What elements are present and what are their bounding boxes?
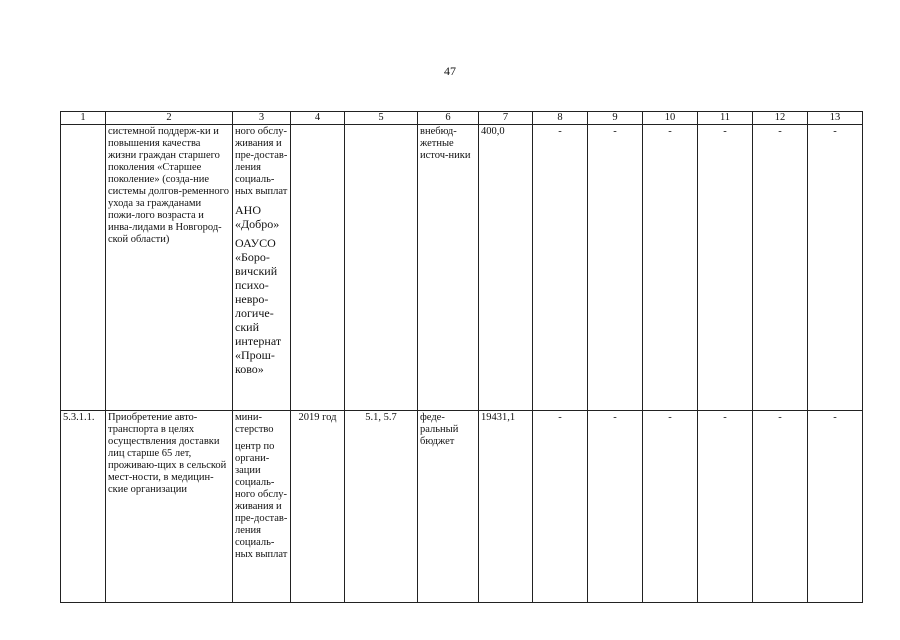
year-value: - (753, 125, 808, 411)
column-header: 4 (291, 112, 345, 125)
item-number (61, 125, 106, 411)
executor: ОАУСО «Боро-вичский психо-невро-логиче-ский интернат «Прош-ково» (235, 236, 282, 376)
deadline-cell: 2019 год (291, 411, 345, 603)
column-header: 12 (753, 112, 808, 125)
header-row (61, 112, 863, 125)
column-header: 2 (106, 112, 233, 125)
year-value: - (808, 125, 863, 411)
year-value: - (643, 125, 698, 411)
column-header: 1 (61, 112, 106, 125)
column-header: 5 (345, 112, 418, 125)
year-value: - (533, 125, 588, 411)
executor: АНО «Добро» (235, 203, 280, 231)
amount-value: 19431,1 (479, 411, 533, 603)
column-header: 9 (588, 112, 643, 125)
executor: центр по органи-зации социаль-ного обслу-живания и пре-достав-ления социаль-ных выплат (235, 441, 288, 561)
column-header: 10 (643, 112, 698, 125)
executor: ного обслу-живания и пре-достав-ления социаль-ных выплат (235, 126, 288, 197)
deadline-cell (291, 125, 345, 411)
amount-value: 400,0 (479, 125, 533, 411)
year-value: - (588, 125, 643, 411)
activity-description: системной поддерж-ки и повышения качества жизни граждан старшего поколения «Старшее поколение» (созда-ние системы долгов-ременного ухода за гражданами пожи-лого возраста и инва-лидами в Новгород-ской области) (106, 125, 233, 411)
year-value: - (808, 411, 863, 603)
item-number: 5.3.1.1. (61, 411, 106, 603)
column-header: 7 (479, 112, 533, 125)
target-indicator-cell: 5.1, 5.7 (345, 411, 418, 603)
page-number: 47 (444, 64, 456, 78)
executors-cell (233, 125, 291, 411)
year-value: - (753, 411, 808, 603)
activity-description: Приобретение авто-транспорта в целях осуществления доставки лиц старше 65 лет, проживаю-щих в сельской мест-ности, в медицин-ские организации (106, 411, 233, 603)
year-value: - (588, 411, 643, 603)
target-indicator-cell (345, 125, 418, 411)
table-row (61, 125, 863, 411)
column-header: 13 (808, 112, 863, 125)
table-row (61, 411, 863, 603)
executors-cell (233, 411, 291, 603)
column-header: 8 (533, 112, 588, 125)
column-header: 11 (698, 112, 753, 125)
program-table (60, 111, 863, 603)
year-value: - (698, 411, 753, 603)
column-header: 6 (418, 112, 479, 125)
column-header: 3 (233, 112, 291, 125)
year-value: - (698, 125, 753, 411)
year-value: - (643, 411, 698, 603)
funding-source: внебюд-жетные источ-ники (418, 125, 479, 411)
year-value: - (533, 411, 588, 603)
executor: мини-стерство (235, 412, 274, 436)
funding-source: феде-ральный бюджет (418, 411, 479, 603)
